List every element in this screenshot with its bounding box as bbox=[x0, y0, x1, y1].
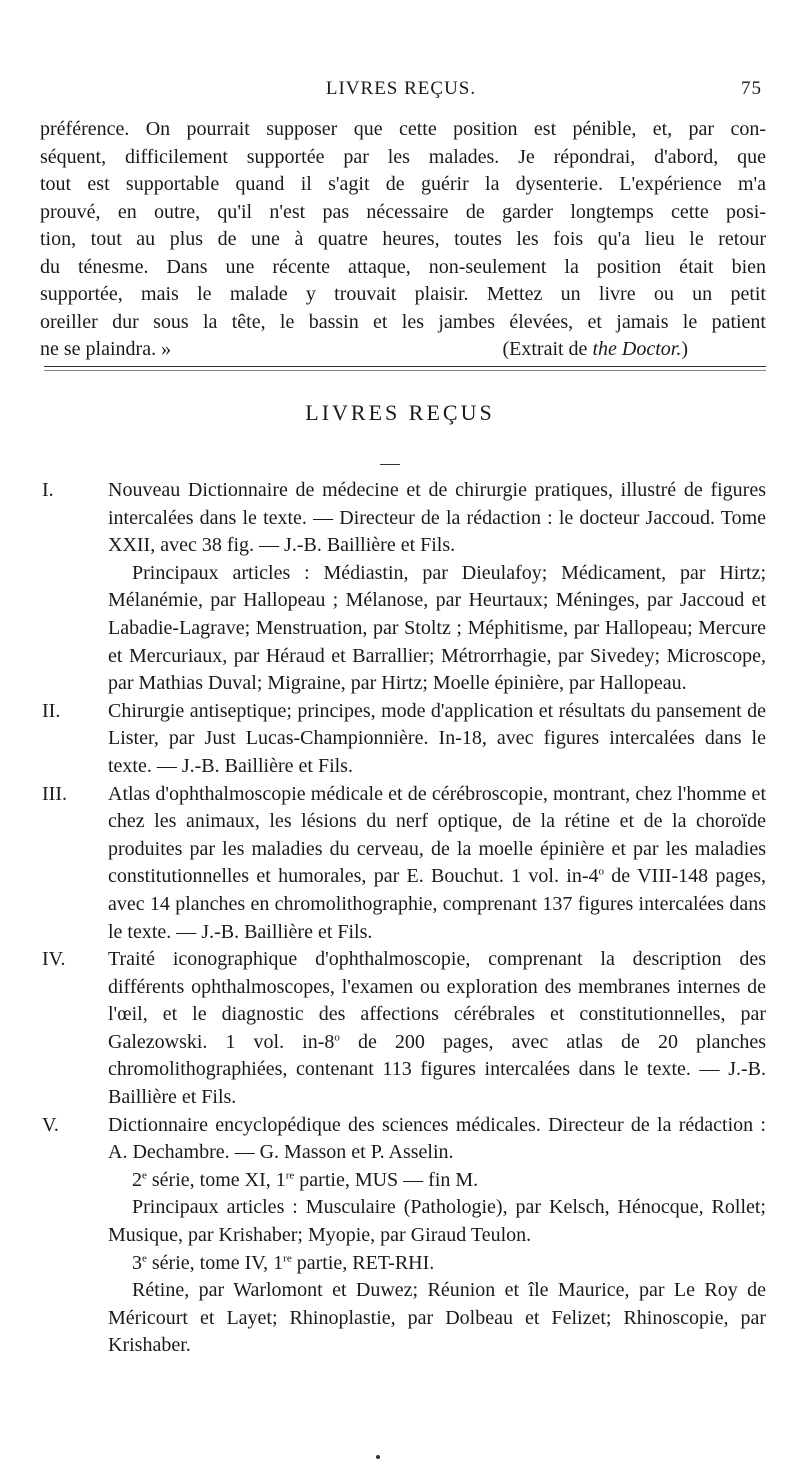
attribution-source: the Doctor. bbox=[592, 338, 682, 360]
item-articles: Principaux articles : Musculaire (Pathologie), par Kelsch, Hénocque, Rollet; Musique, par Krishaber; Myopie, par Giraud Teulon. bbox=[108, 1196, 766, 1247]
text-line: tout est supportable quand il s'agit de guérir la dysenterie. L'expérience m'a bbox=[40, 173, 766, 195]
series-number: 3 bbox=[132, 1251, 142, 1274]
separator-rule-thin bbox=[44, 370, 766, 371]
series-line bbox=[108, 1250, 766, 1278]
item-text: Chirurgie antiseptique; principes, mode d'application et résultats du pansement de Lister, par Just Lucas-Championnière. In-18, avec figures intercalées dans le texte. — J.-B. Baillière et Fils. bbox=[108, 699, 766, 777]
superscript: o bbox=[334, 1031, 340, 1044]
book-list bbox=[40, 477, 766, 1360]
item-articles: Principaux articles : Médiastin, par Dieulafoy; Médicament, par Hirtz; Mélanémie, par Hallopeau ; Mélanose, par Heurtaux; Méninges, par Jaccoud et Labadie-Lagrave; Menstruation, par Stoltz ; Méphitisme, par Hallopeau; Mercure et Mercuriaux, par Héraud et Barrallier; Métrorrhagie, par Sivedey; Microscope, par Mathias Duval; Migraine, par Hirtz; Moelle épinière, par Hallopeau. bbox=[108, 561, 766, 695]
attribution bbox=[502, 336, 688, 364]
item-text-a: Atlas d'ophthalmoscopie médicale et de cérébroscopie, montrant, chez l'homme et chez les animaux, les lésions du nerf optique, de la rétine et de la choroïde produites par les maladies du cerveau, de la moelle épinière et par les maladies constitutionnelles et humorales, par E. Bouchut. 1 vol. in-4 bbox=[108, 782, 766, 888]
series-line bbox=[108, 1167, 766, 1195]
item-text bbox=[108, 946, 766, 1112]
section-title: LIVRES REÇUS bbox=[305, 400, 495, 425]
page-number: 75 bbox=[741, 78, 762, 99]
superscript: re bbox=[285, 1169, 295, 1182]
list-item bbox=[40, 946, 766, 1112]
series-text: série, tome XI, 1 bbox=[146, 1168, 286, 1191]
series-text: partie, MUS — fin M. bbox=[294, 1168, 479, 1191]
running-header bbox=[40, 78, 762, 108]
superscript: e bbox=[142, 1251, 147, 1264]
title-dash bbox=[380, 464, 400, 465]
superscript: re bbox=[283, 1251, 292, 1264]
separator-rule bbox=[44, 366, 766, 367]
text-line: oreiller dur sous la tête, le bassin et les jambes élevées, et jamais le patient bbox=[40, 310, 766, 333]
item-number: V. bbox=[42, 1113, 59, 1136]
page-mark bbox=[376, 1455, 380, 1459]
text-line: supportée, mais le malade y trouvait plaisir. Mettez un livre ou un petit bbox=[40, 283, 766, 305]
list-item bbox=[40, 781, 766, 947]
item-text-a: Traité iconographique d'ophthalmoscopie, comprenant la description des différents ophthalmoscopes, l'examen ou exploration des membranes internes de l'œil, et le diagnostic des affections cérébrales et constitutionnelles, par Galezowski. 1 vol. in-8 bbox=[108, 948, 766, 1053]
item-number: II. bbox=[42, 699, 61, 722]
item-text-b: de 200 pages, avec atlas de 20 planches chromolithographiées, contenant 113 figures intercalées dans le texte. — J.-B. Baillière et Fils. bbox=[108, 1030, 767, 1109]
running-title: LIVRES REÇUS. bbox=[325, 78, 477, 99]
superscript: e bbox=[142, 1169, 147, 1182]
text-line: tion, tout au plus de une à quatre heures, toutes les fois qu'a lieu le retour bbox=[40, 228, 766, 250]
text-line: séquent, difficilement supportée par les malades. Je répondrai, d'abord, que bbox=[40, 145, 766, 168]
item-text bbox=[108, 781, 766, 947]
item-text-b: de VIII-148 pages, avec 14 planches en chromolithographie, comprenant 137 figures intercalées dans le texte. — J.-B. Baillière et Fils. bbox=[108, 865, 766, 943]
item-number: I. bbox=[42, 479, 54, 501]
item-number: IV. bbox=[42, 948, 66, 971]
series-text: série, tome IV, 1 bbox=[146, 1251, 284, 1274]
text-line: du ténesme. Dans une récente attaque, non-seulement la position était bien bbox=[40, 255, 766, 278]
text-line-last bbox=[40, 336, 766, 364]
attribution-suffix: ) bbox=[681, 338, 688, 360]
text-line: prouvé, en outre, qu'il n'est pas nécessaire de garder longtemps cette posi- bbox=[40, 200, 766, 223]
item-text: Dictionnaire encyclopédique des sciences médicales. Directeur de la rédaction : A. Dechambre. — G. Masson et P. Asselin. bbox=[108, 1113, 766, 1164]
item-number: III. bbox=[42, 782, 67, 805]
item-text: Nouveau Dictionnaire de médecine et de chirurgie pratiques, illustré de figures intercalées dans le texte. — Directeur de la rédaction : le docteur Jaccoud. Tome XXII, avec 38 fig. — J.-B. Baillière et Fils. bbox=[108, 479, 766, 557]
series-number: 2 bbox=[132, 1168, 142, 1191]
closing-text: ne se plaindra. » bbox=[40, 338, 172, 360]
item-articles: Rétine, par Warlomont et Duwez; Réunion et île Maurice, par Le Roy de Méricourt et Layet; Rhinoplastie, par Dolbeau et Felizet; Rhinoscopie, par Krishaber. bbox=[108, 1279, 766, 1357]
superscript: o bbox=[598, 865, 604, 878]
text-line: préférence. On pourrait supposer que cette position est pénible, et, par con- bbox=[40, 118, 766, 140]
intro-paragraph bbox=[40, 116, 766, 364]
series-text: partie, RET-RHI. bbox=[291, 1251, 435, 1274]
list-item bbox=[40, 1112, 766, 1360]
attribution-prefix: (Extrait de bbox=[502, 338, 593, 360]
list-item bbox=[40, 477, 766, 698]
list-item bbox=[40, 698, 766, 781]
